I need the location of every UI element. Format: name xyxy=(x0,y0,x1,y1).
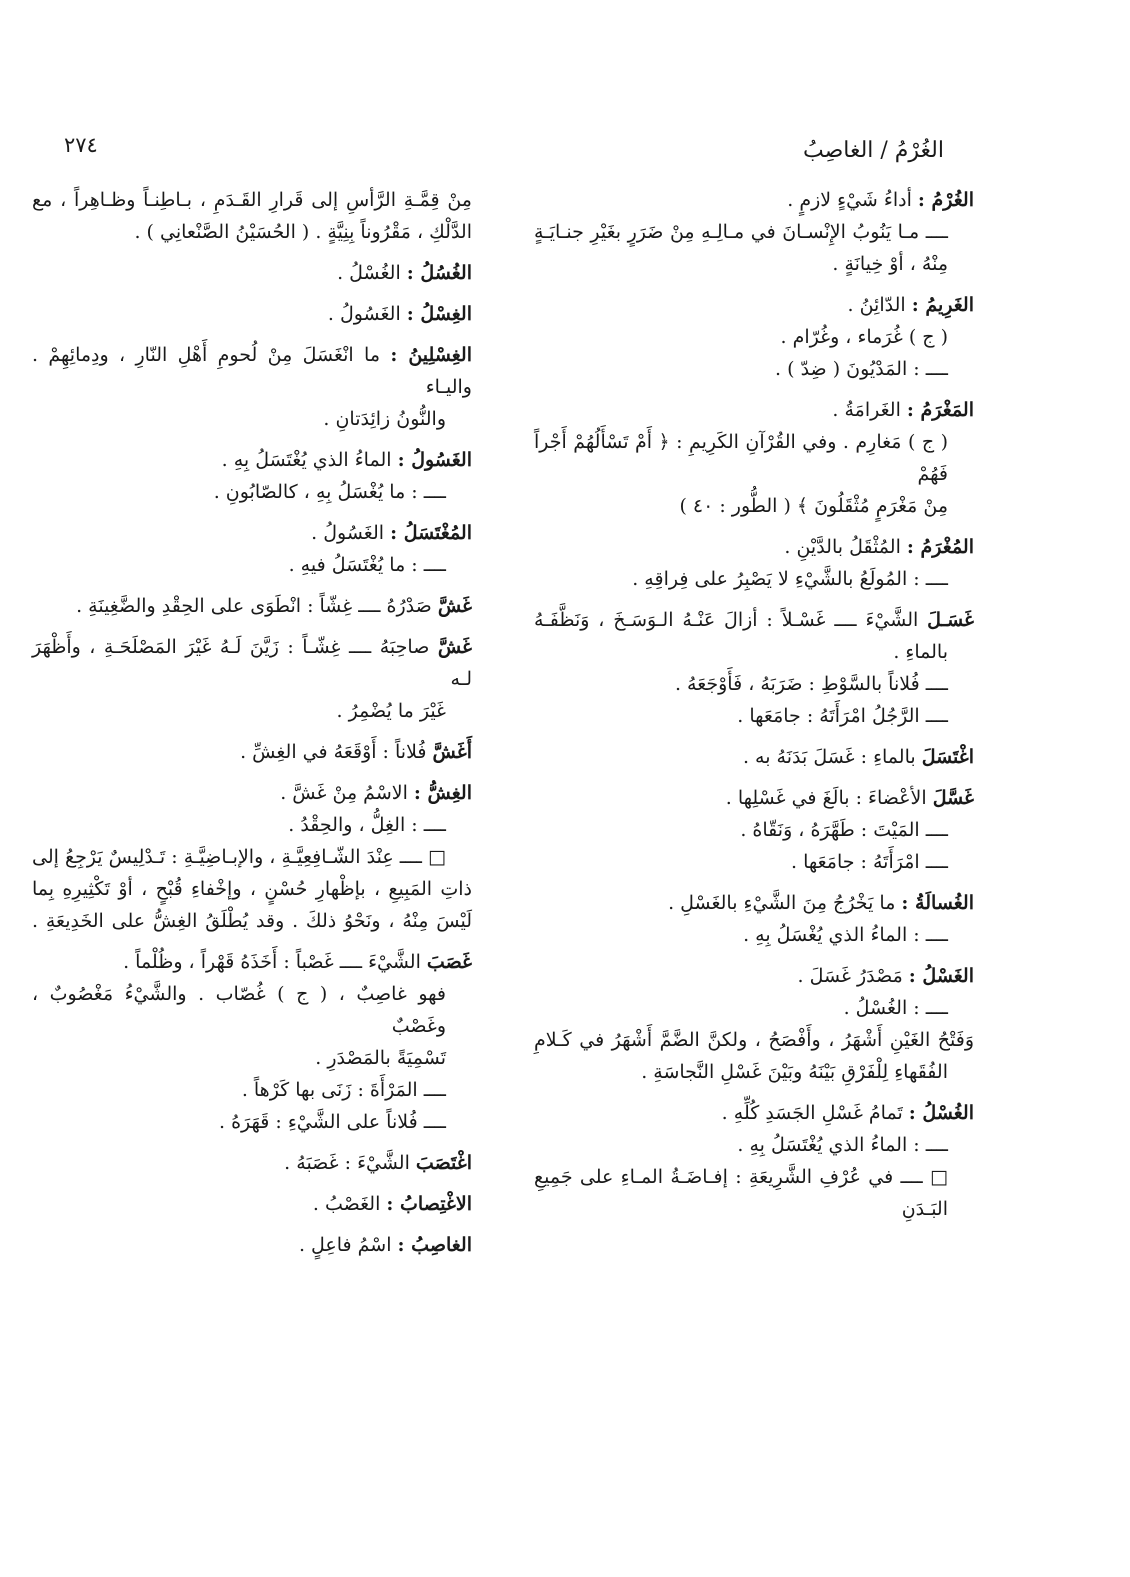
entry-line xyxy=(32,1147,472,1179)
entry-headword: اغْتَسَلَ xyxy=(921,746,974,768)
entry-definition: أداءُ شَيْءٍ لازمٍ . xyxy=(787,189,912,211)
entry-definition: الماءُ الذي يُغْتَسَلُ بِهِ . xyxy=(221,449,392,471)
entry-subsense: الدَّلْكِ ، مَقْرُوناً بِنِيَّةٍ . ( الحُسَيْنُ الصَّنْعانِي ) . xyxy=(134,221,472,243)
entry-definition: بالماءِ : غَسَلَ بَدَنَهُ به . xyxy=(742,746,916,768)
entry-definition: ما انْغَسَلَ مِنْ لُحومِ أَهْلِ النّارِ ، ودِمائِهِمْ . واليـاء xyxy=(32,344,472,398)
entry-subsense: ــــ فُلاناً بالسَّوْطِ : ضَرَبَهُ ، فَأَوْجَعَهُ . xyxy=(674,673,948,695)
dictionary-entry xyxy=(534,1097,974,1225)
entry-headword: المَغْرَمُ : xyxy=(906,399,974,421)
entry-definition: الغَسُولُ . xyxy=(311,522,385,544)
entry-definition: صاحِبَهُ ــــ غِشّـاً : زَيَّنَ لَـهُ غَيْرَ المَصْلَحَـةِ ، وأَظْهَرَ لـه xyxy=(32,636,472,690)
dictionary-entry xyxy=(534,741,974,773)
entry-definition: اسْمُ فاعِلٍ . xyxy=(298,1234,392,1256)
entry-subsense: ــــ : المُولَعُ بالشَّيْءِ لا يَصْبِرُ على فِراقِهِ . xyxy=(632,568,948,590)
entry-headword: المُغْتَسَلُ : xyxy=(390,522,472,544)
entry-headword: أَغَشَّ xyxy=(432,741,472,763)
dictionary-entry xyxy=(32,1229,472,1261)
entry-line xyxy=(534,184,974,216)
entry-definition: الغَسُولُ . xyxy=(327,303,401,325)
entry-headword: الاغْتِصابُ : xyxy=(386,1193,472,1215)
dictionary-entry xyxy=(32,184,472,248)
entry-subsense: ــــ المَيْتَ : طَهَّرَهُ ، وَنَقّاهُ . xyxy=(740,819,948,841)
entry-subsense: غَيْرَ ما يُضْمِرُ . xyxy=(336,700,446,722)
entry-definition: الأعْضاءَ : بالَغَ في غَسْلِها . xyxy=(725,787,927,809)
entry-subsense: ــــ المَرْأَةَ : زَنَى بها كَرْهاً . xyxy=(241,1079,446,1101)
entry-subsense: □ ــــ في عُرْفِ الشَّرِيعَةِ : إفـاضَـةُ المـاءِ على جَمِيعِ البَـدَنِ xyxy=(534,1166,948,1220)
dictionary-entry xyxy=(534,960,974,1088)
dictionary-entry xyxy=(534,887,974,951)
entry-line xyxy=(32,339,472,403)
entry-headword: غَشَّ xyxy=(437,636,472,658)
entry-line xyxy=(534,960,974,992)
entry-subsense: ــــ فُلاناً على الشَّيْءِ : قَهَرَهُ . xyxy=(219,1111,446,1133)
dictionary-entry xyxy=(32,777,472,937)
entry-subsense: مِنْ مَغْرَمٍ مُثْقَلُونَ ﴾ ( الطُّور : ٤٠ ) xyxy=(679,495,948,517)
entry-subsense: مِنْهُ ، أوْ خِيانَةٍ . xyxy=(832,253,948,275)
entry-line xyxy=(32,444,472,476)
dictionary-entry xyxy=(534,394,974,522)
running-head: الغُرْمُ / الغاصِبُ xyxy=(802,138,944,163)
entry-subsense: ذاتِ المَبِيعِ ، بإظْهارِ حُسْنٍ ، وإخْفاءِ قُبْحٍ ، أوْ تَكْثِيرِهِ بِما xyxy=(32,878,472,900)
entry-line xyxy=(32,1188,472,1220)
entry-headword: الغُسالَةُ : xyxy=(901,892,974,914)
dictionary-entry xyxy=(32,1188,472,1220)
entry-definition: الشَّيْءَ : غَصَبَهُ . xyxy=(284,1152,410,1174)
entry-line xyxy=(534,604,974,636)
entry-subsense: ــــ الرَّجُلُ امْرَأَتَهُ : جامَعَها . xyxy=(737,705,948,727)
entry-headword: الغِسْلُ : xyxy=(406,303,472,325)
dictionary-entry xyxy=(32,736,472,768)
entry-subsense: بالماءِ . xyxy=(893,641,948,663)
dictionary-entry xyxy=(32,517,472,581)
entry-headword: الغَسُولُ : xyxy=(397,449,472,471)
entry-line xyxy=(32,631,472,695)
dictionary-entry xyxy=(534,289,974,385)
entry-subsense: ( ج ) غُرَماء ، وغُرّام . xyxy=(780,326,948,348)
entry-definition: الشَّيْءَ ــــ غَسْـلاً : أزالَ عَنْـهُ الـوَسَـخَ ، وَنَظَّفَـهُ xyxy=(534,609,919,631)
entry-line xyxy=(32,257,472,289)
entry-definition: الدّائِنُ . xyxy=(847,294,906,316)
entry-subsense: ــــ امْرَأَتَهُ : جامَعَها . xyxy=(791,851,948,873)
entry-subsense: ــــ : الماءُ الذي يُغْسَلُ بِهِ . xyxy=(743,924,948,946)
entry-line xyxy=(32,1229,472,1261)
entry-line xyxy=(32,946,472,978)
dictionary-entry xyxy=(32,444,472,508)
entry-line xyxy=(534,741,974,773)
entry-definition: ما يَخْرُجُ مِنَ الشَّيْءِ بالغَسْلِ . xyxy=(668,892,896,914)
entry-line xyxy=(32,590,472,622)
page-number: ٢٧٤ xyxy=(64,133,98,157)
entry-definition: الشَّيْءَ ــــ غَصْباً : أَخَذَهُ قَهْراً ، وظُلْماً . xyxy=(123,951,421,973)
dictionary-entry xyxy=(32,257,472,289)
entry-headword: غَسَـلَ xyxy=(927,609,974,631)
entry-headword: غَصَبَ xyxy=(426,951,472,973)
entry-headword: الغَرِيمُ : xyxy=(911,294,974,316)
entry-line xyxy=(534,887,974,919)
entry-line xyxy=(534,289,974,321)
left-column xyxy=(32,184,472,1270)
entry-subsense: ــــ : ما يُغْسَلُ بِهِ ، كالصّابُونِ . xyxy=(213,481,446,503)
entry-subsense: ــــ : الماءُ الذي يُغْتَسَلُ بِهِ . xyxy=(737,1134,948,1156)
entry-headword: غَسَّلَ xyxy=(932,787,974,809)
entry-definition: تَمامُ غَسْلِ الجَسَدِ كُلِّهِ . xyxy=(721,1102,903,1124)
dictionary-entry xyxy=(32,946,472,1138)
entry-subsense: ــــ : ما يُغْتَسَلُ فيهِ . xyxy=(288,554,446,576)
entry-headword: الغَسْلُ : xyxy=(908,965,974,987)
dictionary-entry xyxy=(32,631,472,727)
entry-headword: الغُسُلُ : xyxy=(406,262,472,284)
entry-headword: الغِسْلِينُ : xyxy=(390,344,472,366)
dictionary-entry xyxy=(534,782,974,878)
entry-subsense: ــــ : المَدْيُونَ ( ضِدّ ) . xyxy=(775,358,948,380)
dictionary-entry xyxy=(32,1147,472,1179)
entry-line xyxy=(32,517,472,549)
entry-headword: الغاصِبُ : xyxy=(397,1234,472,1256)
entry-definition: مَصْدَرُ غَسَلَ . xyxy=(797,965,903,987)
entry-line xyxy=(534,782,974,814)
entry-line xyxy=(32,298,472,330)
entry-definition: الغُسْلُ . xyxy=(337,262,401,284)
entry-subsense: وَفَتْحُ الغَيْنِ أَشْهَرُ ، وأَفْصَحُ ، ولكنَّ الضَّمَّ أَشْهَرُ في كَـلامِ xyxy=(534,1029,974,1051)
entry-headword: المُغْرَمُ : xyxy=(906,536,974,558)
entry-definition: صَدْرُهُ ــــ غِشّاً : انْطَوَى على الحِقْدِ والضَّغِينَةِ . xyxy=(76,595,432,617)
dictionary-entry xyxy=(32,298,472,330)
dictionary-entry xyxy=(534,531,974,595)
entry-definition: فُلاناً : أَوْقَعَهُ في الغِشِّ . xyxy=(240,741,427,763)
entry-headword: الغُسْلُ : xyxy=(908,1102,974,1124)
entry-subsense: الفُقَهاءِ لِلْفَرْقِ بَيْنَهُ وبَيْنَ غَسْلِ النَّجاسَةِ . xyxy=(641,1061,948,1083)
dictionary-entry xyxy=(534,184,974,280)
entry-line xyxy=(534,531,974,563)
entry-line xyxy=(32,736,472,768)
entry-line xyxy=(534,1097,974,1129)
dictionary-entry xyxy=(534,604,974,732)
entry-definition: الغَصْبُ . xyxy=(312,1193,381,1215)
entry-subsense: ( ج ) مَغارِم . وفي القُرْآنِ الكَرِيمِ : ﴿ أَمْ تَسْأَلُهُمْ أَجْراً فَهُمْ xyxy=(534,431,948,485)
entry-headword: الغِشُّ : xyxy=(413,782,472,804)
entry-subsense: تَسْمِيَةً بالمَصْدَرِ . xyxy=(315,1047,446,1069)
entry-headword: غَشَّ xyxy=(437,595,472,617)
entry-subsense: ــــ مـا يَنُوبُ الإِنْسـانَ في مـالِـهِ مِنْ ضَرَرٍ بغَيْرِ جنـايَـةٍ xyxy=(534,221,948,243)
dictionary-entry xyxy=(32,339,472,435)
entry-subsense: ــــ : الغُسْلُ . xyxy=(843,997,948,1019)
entry-line xyxy=(32,777,472,809)
entry-subsense: لَيْسَ مِنْهُ ، ونَحْوُ ذلكَ . وقد يُطْلَقُ الغِشُّ على الخَدِيعَةِ . xyxy=(32,910,472,932)
entry-subsense: ــــ : الغِلُّ ، والحِقْدُ . xyxy=(288,814,446,836)
entry-subsense: والنُّونُ زائِدَتانِ . xyxy=(323,408,446,430)
entry-subsense: □ ــــ عِنْدَ الشّـافِعِيَّـةِ ، والإبـاضِيَّـةِ : تَـدْلِيسٌ يَرْجِعُ إلى xyxy=(32,846,446,868)
entry-definition: المُثْقَلُ بالدَّيْنِ . xyxy=(784,536,901,558)
right-column xyxy=(534,184,974,1234)
entry-definition: الاسْمُ مِنْ غَشَّ . xyxy=(280,782,408,804)
entry-subsense: مِنْ قِمَّـةِ الرَّأسِ إلى قَرارِ القَـدَمِ ، بـاطِنـاً وظـاهِراً ، مع xyxy=(32,189,472,211)
entry-headword: اغْتَصَبَ xyxy=(415,1152,472,1174)
entry-line xyxy=(534,394,974,426)
entry-subsense: فهو غاصِبٌ ، ( ج ) غُصّاب . والشَّيْءُ مَغْصُوبٌ ، وغَصْبٌ xyxy=(32,983,446,1037)
entry-headword: الغُرْمُ : xyxy=(917,189,974,211)
dictionary-entry xyxy=(32,590,472,622)
entry-definition: الغَرامَةُ . xyxy=(832,399,901,421)
